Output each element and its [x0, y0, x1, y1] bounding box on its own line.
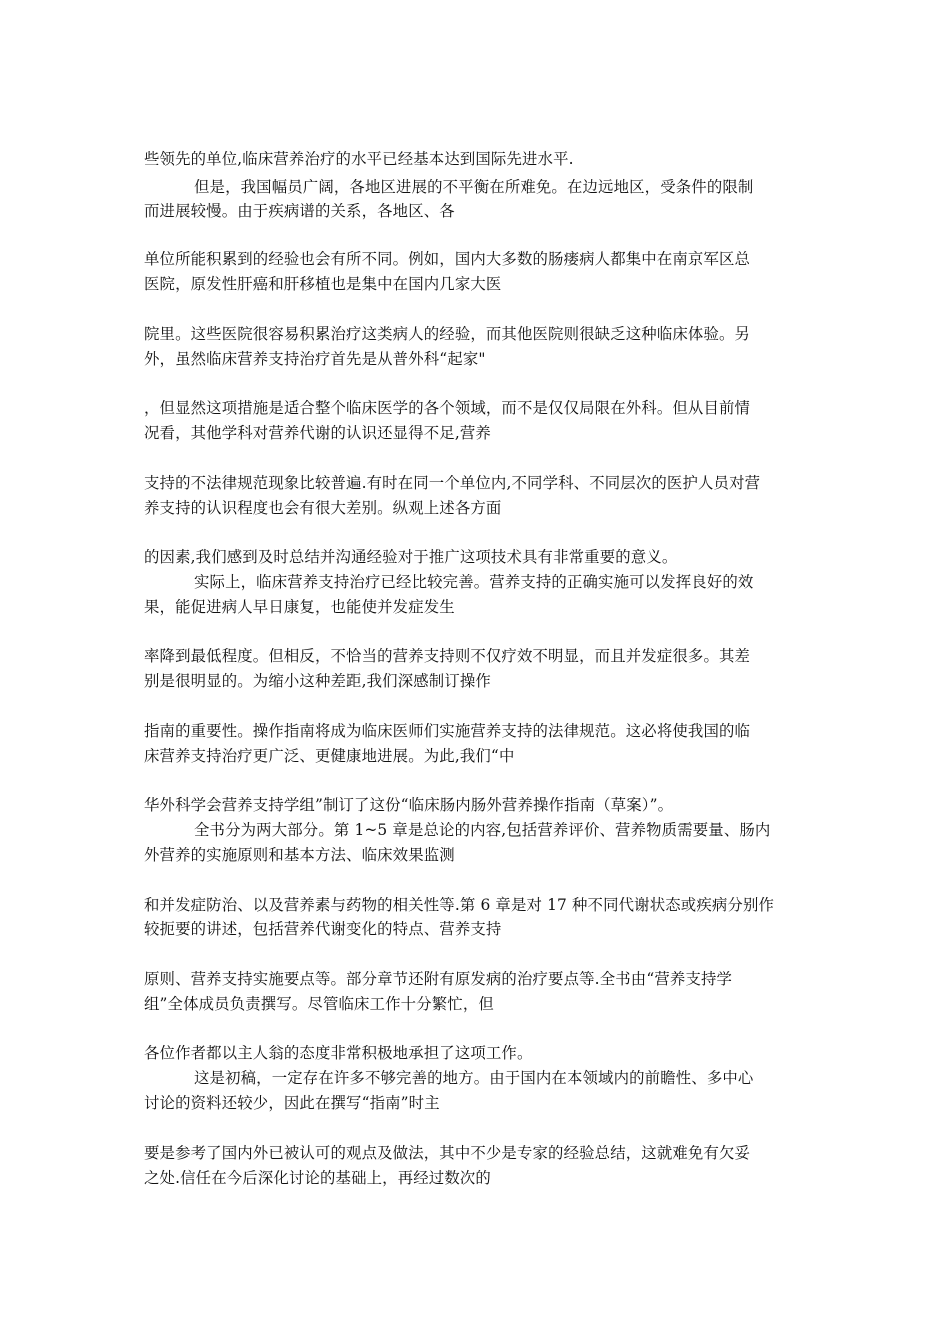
text-line: 组”全体成员负责撰写。尽管临床工作十分繁忙，但 [144, 995, 494, 1013]
text-line: 果，能促进病人早日康复，也能使并发症发生 [144, 598, 455, 616]
paragraph-start-line: 这是初稿，一定存在许多不够完善的地方。由于国内在本领域内的前瞻性、多中心 [194, 1069, 754, 1087]
text-line: 外营养的实施原则和基本方法、临床效果监测 [144, 846, 455, 864]
text-line: 指南的重要性。操作指南将成为临床医师们实施营养支持的法律规范。这必将使我国的临 [144, 722, 751, 740]
paragraph-start-line: 实际上，临床营养支持治疗已经比较完善。营养支持的正确实施可以发挥良好的效 [194, 573, 754, 591]
text-line: 单位所能积累到的经验也会有所不同。例如，国内大多数的肠瘘病人都集中在南京军区总 [144, 250, 751, 268]
text-line: 支持的不法律规范现象比较普遍.有时在同一个单位内,不同学科、不同层次的医护人员对营 [144, 474, 761, 492]
text-line: 床营养支持治疗更广泛、更健康地进展。为此,我们“中 [144, 747, 515, 765]
text-line: 医院，原发性肝癌和肝移植也是集中在国内几家大医 [144, 275, 502, 293]
text-line: 率降到最低程度。但相反，不恰当的营养支持则不仅疗效不明显，而且并发症很多。其差 [144, 647, 751, 665]
text-line: 和并发症防治、以及营养素与药物的相关性等.第 6 章是对 17 种不同代谢状态或疾病分别作 [144, 896, 775, 914]
text-line: 院里。这些医院很容易积累治疗这类病人的经验，而其他医院则很缺乏这种临床体验。另 [144, 325, 751, 343]
paragraph-start-line: 全书分为两大部分。第 1~5 章是总论的内容,包括营养评价、营养物质需要量、肠内 [194, 821, 771, 839]
text-line: 况看，其他学科对营养代谢的认识还显得不足,营养 [144, 424, 491, 442]
text-line: 原则、营养支持实施要点等。部分章节还附有原发病的治疗要点等.全书由“营养支持学 [144, 970, 733, 988]
text-line: 各位作者都以主人翁的态度非常积极地承担了这项工作。 [144, 1044, 533, 1062]
text-line: 华外科学会营养支持学组”制订了这份“临床肠内肠外营养操作指南（草案）”。 [144, 796, 674, 814]
text-line: 之处.信任在今后深化讨论的基础上，再经过数次的 [144, 1169, 491, 1187]
text-line: 些领先的单位,临床营养治疗的水平已经基本达到国际先进水平. [144, 150, 574, 168]
text-line: ，但显然这项措施是适合整个临床医学的各个领域，而不是仅仅局限在外科。但从目前情 [144, 399, 751, 417]
text-line: 别是很明显的。为缩小这种差距,我们深感制订操作 [144, 672, 491, 690]
text-line: 讨论的资料还较少，因此在撰写“指南”时主 [144, 1094, 440, 1112]
text-line: 而进展较慢。由于疾病谱的关系，各地区、各 [144, 202, 455, 220]
paragraph-start-line: 但是，我国幅员广阔，各地区进展的不平衡在所难免。在边远地区，受条件的限制 [194, 178, 754, 196]
text-line: 较扼要的讲述，包括营养代谢变化的特点、营养支持 [144, 920, 502, 938]
text-line: 外，虽然临床营养支持治疗首先是从普外科“起家" [144, 350, 486, 368]
text-line: 养支持的认识程度也会有很大差别。纵观上述各方面 [144, 499, 502, 517]
text-line: 的因素,我们感到及时总结并沟通经验对于推广这项技术具有非常重要的意义。 [144, 548, 678, 566]
text-line: 要是参考了国内外已被认可的观点及做法，其中不少是专家的经验总结，这就难免有欠妥 [144, 1144, 751, 1162]
